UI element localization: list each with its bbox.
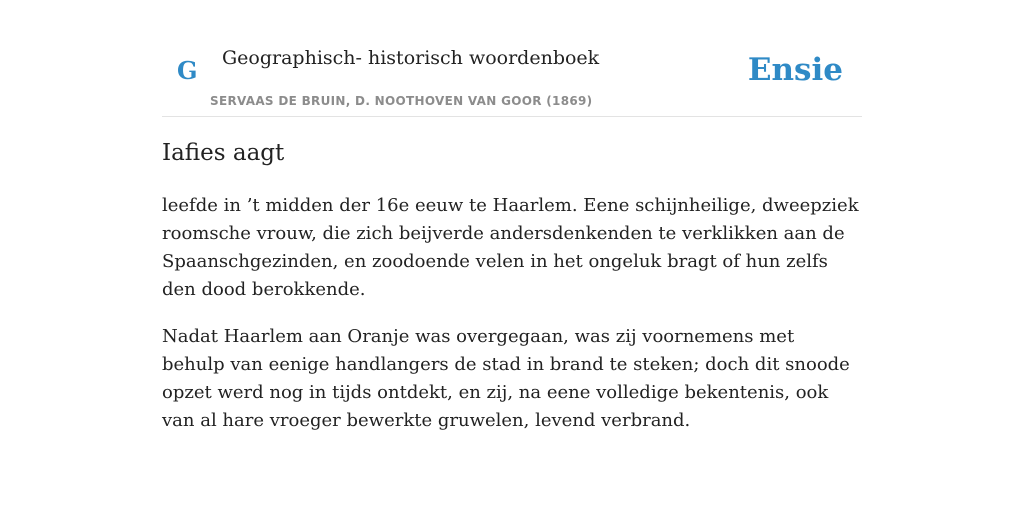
entry-title: Iafies aagt <box>162 140 285 166</box>
book-title[interactable]: Geographisch- historisch woordenboek <box>222 47 600 69</box>
entry-paragraph: leefde in ’t midden der 16e eeuw te Haarlem. Eene schijnheilige, dweepziek roomsche vrouw, die zich beijverde andersdenkenden te verklikken aan de Spaanschgezinden, en zoodoende velen in het ongeluk bragt of hun zelfs den dood berokkende. <box>162 195 859 300</box>
brand-logo[interactable]: Ensie <box>747 52 843 88</box>
header <box>162 0 862 117</box>
book-logo-icon[interactable]: G <box>177 56 198 85</box>
book-authors: SERVAAS DE BRUIN, D. NOOTHOVEN VAN GOOR (1869) <box>210 94 593 108</box>
entry-paragraph: Nadat Haarlem aan Oranje was overgegaan, was zij voornemens met behulp van eenige handlangers de stad in brand te steken; doch dit snoode opzet werd nog in tijds ontdekt, en zij, na eene volledige bekentenis, ook van al hare vroeger bewerkte gruwelen, levend verbrand. <box>162 326 850 431</box>
entry-article <box>162 136 862 454</box>
